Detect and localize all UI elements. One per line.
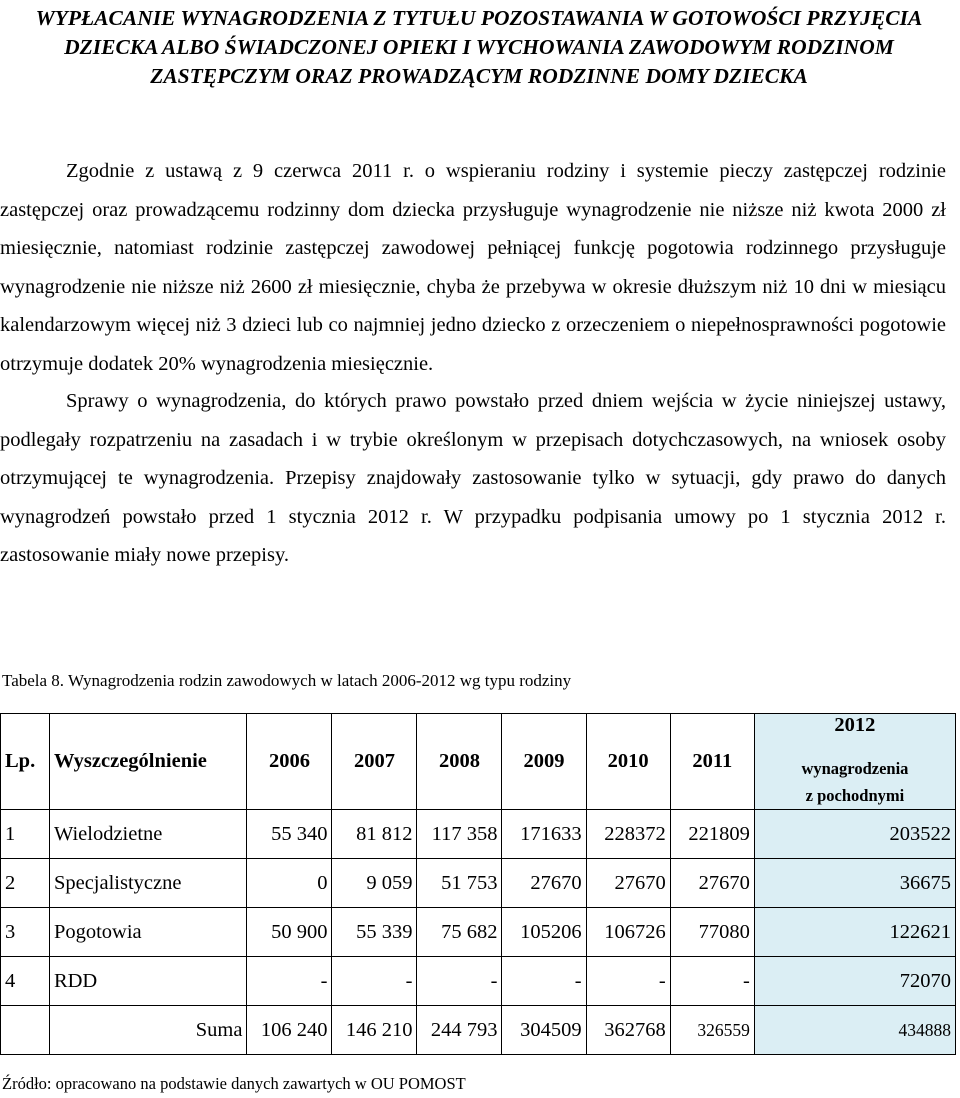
cell-2010: 106726 (586, 908, 670, 957)
cell-2007: 81 812 (332, 810, 417, 859)
cell-2010: 27670 (586, 859, 670, 908)
header-2012 (754, 714, 955, 810)
heading-line-1: WYPŁACANIE WYNAGRODZENIA Z TYTUŁU POZOSTAWANIA W GOTOWOŚCI PRZYJĘCIA (35, 6, 923, 30)
cell-2009: 171633 (502, 810, 586, 859)
cell-2007: - (332, 957, 417, 1006)
cell-2008: 51 753 (417, 859, 502, 908)
header-lp: Lp. (1, 714, 50, 810)
header-2012-year: 2012 (834, 714, 876, 736)
header-2010: 2010 (586, 714, 670, 810)
table-caption: Tabela 8. Wynagrodzenia rodzin zawodowych w latach 2006-2012 wg typu rodziny (2, 671, 572, 690)
cell-2008: 117 358 (417, 810, 502, 859)
sum-2007: 146 210 (332, 1006, 417, 1055)
row-name: RDD (49, 957, 247, 1006)
cell-2009: - (502, 957, 586, 1006)
row-lp: 1 (1, 810, 50, 859)
cell-2011: - (670, 957, 754, 1006)
row-name: Specjalistyczne (49, 859, 247, 908)
sum-2009: 304509 (502, 1006, 586, 1055)
table-row (1, 859, 956, 908)
cell-2008: 75 682 (417, 908, 502, 957)
row-lp: 4 (1, 957, 50, 1006)
cell-2006: - (247, 957, 332, 1006)
document-heading (4, 4, 954, 91)
paragraph-2: Sprawy o wynagrodzenia, do których prawo powstało przed dniem wejścia w życie niniejszej ustawy, podlegały rozpatrzeniu na zasadach i w trybie określonym w przepisach dotychczasowych, na wniosek osoby otrzymującej te wynagrodzenia. Przepisy znajdowały zastosowanie tylko w sytuacji, gdy prawo do danych wynagrodzeń powstało przed 1 stycznia 2012 r. W przypadku podpisania umowy po 1 stycznia 2012 r. zastosowanie miały nowe przepisy. (0, 390, 946, 566)
sum-2012: 434888 (754, 1006, 955, 1055)
header-2012-sub2: z pochodnymi (805, 786, 905, 805)
cell-2012: 36675 (754, 859, 955, 908)
cell-2010: - (586, 957, 670, 1006)
cell-2008: - (417, 957, 502, 1006)
cell-2009: 105206 (502, 908, 586, 957)
sum-row (1, 1006, 956, 1055)
source-note: Źródło: opracowano na podstawie danych zawartych w OU POMOST (2, 1074, 466, 1093)
header-2011: 2011 (670, 714, 754, 810)
row-name: Pogotowia (49, 908, 247, 957)
cell-2011: 221809 (670, 810, 754, 859)
header-name: Wyszczególnienie (49, 714, 247, 810)
heading-line-3: ZASTĘPCZYM ORAZ PROWADZĄCYM RODZINNE DOMY DZIECKA (150, 64, 808, 88)
sum-2006: 106 240 (247, 1006, 332, 1055)
table-row (1, 908, 956, 957)
table-header-row (1, 714, 956, 810)
cell-2007: 9 059 (332, 859, 417, 908)
cell-2006: 0 (247, 859, 332, 908)
cell-2007: 55 339 (332, 908, 417, 957)
sum-label: Suma (49, 1006, 247, 1055)
paragraph-1: Zgodnie z ustawą z 9 czerwca 2011 r. o wspieraniu rodziny i systemie pieczy zastępczej rodzinie zastępczej oraz prowadzącemu rodzinny dom dziecka przysługuje wynagrodzenie nie niższe niż kwota 2000 zł miesięcznie, natomiast rodzinie zastępczej zawodowej pełniącej funkcję pogotowia rodzinnego przysługuje wynagrodzenie nie niższe niż 2600 zł miesięcznie, chyba że przebywa w okresie dłuższym niż 10 dni w miesiącu kalendarzowym więcej niż 3 dzieci lub co najmniej jedno dziecko z orzeczeniem o niepełnosprawności pogotowie otrzymuje dodatek 20% wynagrodzenia miesięcznie. (0, 160, 946, 375)
heading-line-2: DZIECKA ALBO ŚWIADCZONEJ OPIEKI I WYCHOWANIA ZAWODOWYM RODZINOM (64, 35, 894, 59)
header-2006: 2006 (247, 714, 332, 810)
cell-2011: 27670 (670, 859, 754, 908)
header-2009: 2009 (502, 714, 586, 810)
row-name: Wielodzietne (49, 810, 247, 859)
salary-table (0, 713, 956, 1055)
cell-2012: 72070 (754, 957, 955, 1006)
sum-2008: 244 793 (417, 1006, 502, 1055)
cell-2006: 50 900 (247, 908, 332, 957)
header-2007: 2007 (332, 714, 417, 810)
table-row (1, 957, 956, 1006)
row-lp: 2 (1, 859, 50, 908)
cell-2006: 55 340 (247, 810, 332, 859)
table-row (1, 810, 956, 859)
header-2012-sub1: wynagrodzenia (801, 759, 909, 778)
cell-2012: 203522 (754, 810, 955, 859)
sum-lp (1, 1006, 50, 1055)
header-2008: 2008 (417, 714, 502, 810)
row-lp: 3 (1, 908, 50, 957)
cell-2012: 122621 (754, 908, 955, 957)
cell-2011: 77080 (670, 908, 754, 957)
cell-2010: 228372 (586, 810, 670, 859)
sum-2011: 326559 (670, 1006, 754, 1055)
cell-2009: 27670 (502, 859, 586, 908)
header-2012-sub (759, 755, 951, 809)
sum-2010: 362768 (586, 1006, 670, 1055)
